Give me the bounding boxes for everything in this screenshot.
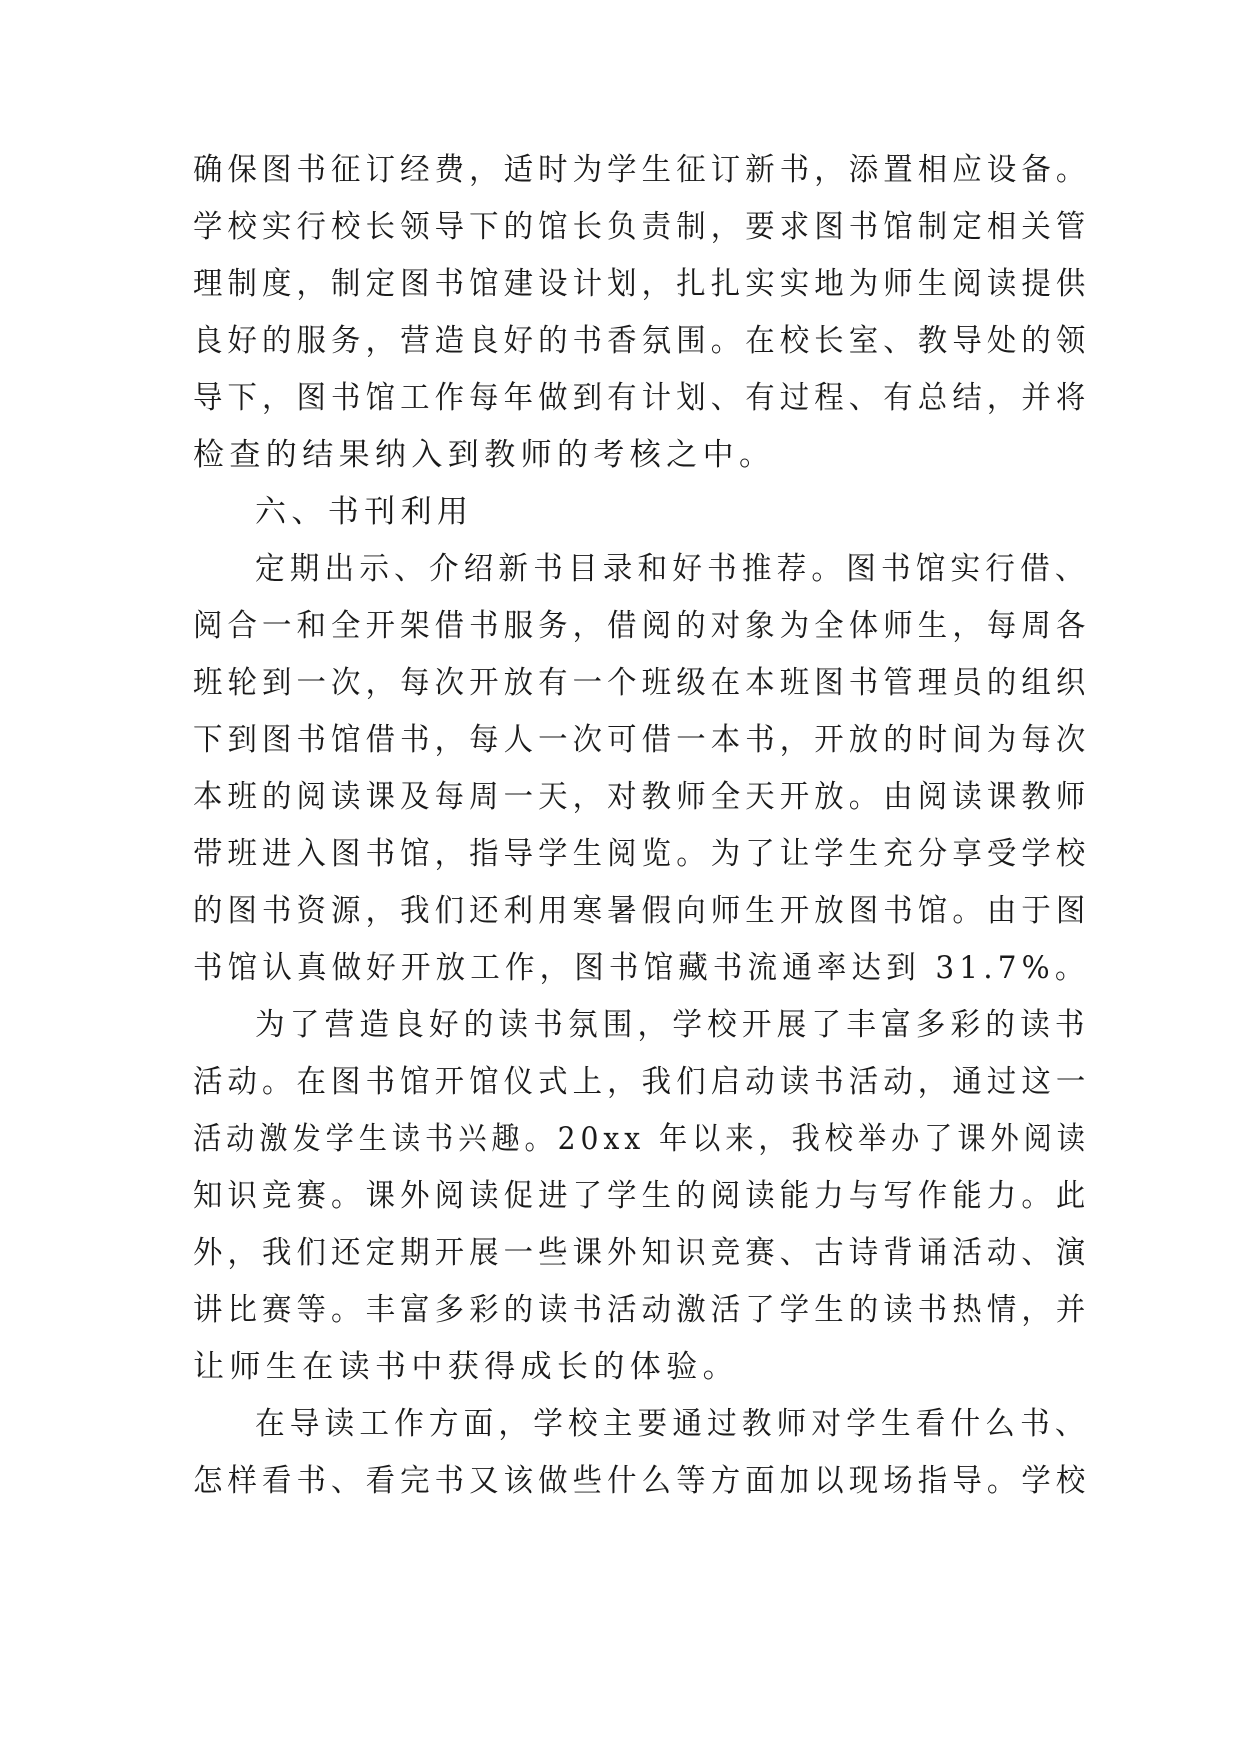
text-line: 下到图书馆借书，每人一次可借一本书，开放的时间为每次 [193,722,1091,758]
text-line: 讲比赛等。丰富多彩的读书活动激活了学生的读书热情，并 [193,1292,1091,1328]
text-line: 活动激发学生读书兴趣。20xx 年以来，我校举办了课外阅读 [193,1121,1090,1157]
text-line: 导下，图书馆工作每年做到有计划、有过程、有总结，并将 [193,380,1091,416]
text-line: 带班进入图书馆，指导学生阅览。为了让学生充分享受学校 [193,836,1091,872]
text-line: 活动。在图书馆开馆仪式上，我们启动读书活动，通过这一 [193,1064,1091,1100]
text-line: 确保图书征订经费，适时为学生征订新书，添置相应设备。 [193,152,1091,188]
text-line: 让师生在读书中获得成长的体验。 [193,1349,739,1385]
text-line: 检查的结果纳入到教师的考核之中。 [193,437,776,473]
text-line: 怎样看书、看完书又该做些什么等方面加以现场指导。学校 [193,1463,1091,1499]
text-line: 阅合一和全开架借书服务，借阅的对象为全体师生，每周各 [193,608,1091,644]
text-line: 在导读工作方面，学校主要通过教师对学生看什么书、 [255,1406,1090,1442]
text-line: 书馆认真做好开放工作，图书馆藏书流通率达到 31.7%。 [193,950,1090,986]
text-line: 本班的阅读课及每周一天，对教师全天开放。由阅读课教师 [193,779,1091,815]
text-line: 为了营造良好的读书氛围，学校开展了丰富多彩的读书 [255,1007,1090,1043]
text-line: 学校实行校长领导下的馆长负责制，要求图书馆制定相关管 [193,209,1091,245]
text-line: 定期出示、介绍新书目录和好书推荐。图书馆实行借、 [255,551,1090,587]
text-line: 知识竞赛。课外阅读促进了学生的阅读能力与写作能力。此 [193,1178,1091,1214]
text-line: 良好的服务，营造良好的书香氛围。在校长室、教导处的领 [193,323,1091,359]
text-line: 班轮到一次，每次开放有一个班级在本班图书管理员的组织 [193,665,1091,701]
text-line: 外，我们还定期开展一些课外知识竞赛、古诗背诵活动、演 [193,1235,1091,1271]
section-heading: 六、书刊利用 [255,494,474,530]
text-line: 理制度，制定图书馆建设计划，扎扎实实地为师生阅读提供 [193,266,1091,302]
text-line: 的图书资源，我们还利用寒暑假向师生开放图书馆。由于图 [193,893,1091,929]
